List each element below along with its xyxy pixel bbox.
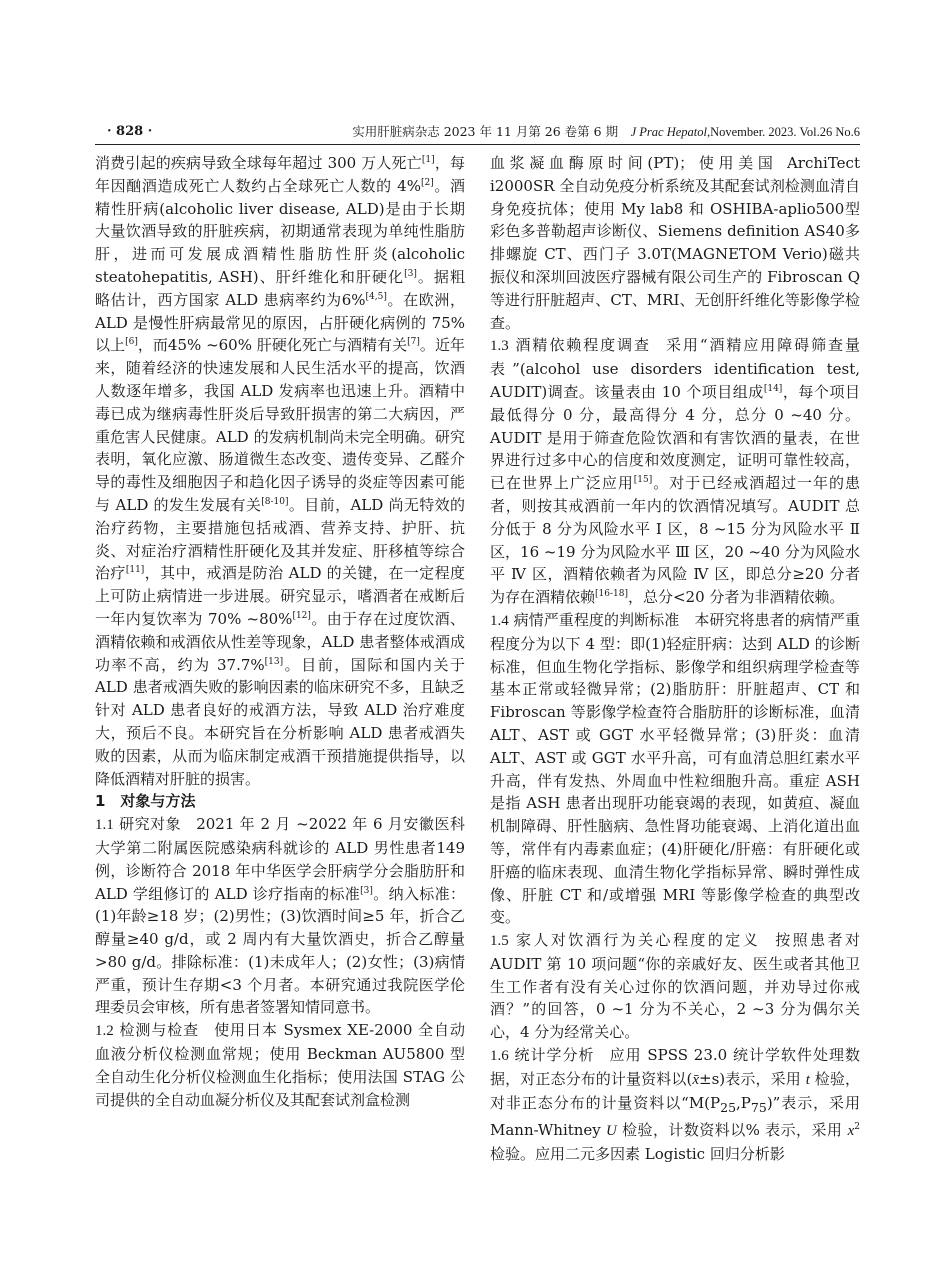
- reference-link[interactable]: [16-18]: [595, 589, 628, 600]
- subsection-number: 1.5: [490, 933, 509, 950]
- page-number: · 828 ·: [107, 124, 153, 139]
- reference-link[interactable]: [11]: [125, 565, 145, 576]
- subsection-title: 检测与检查: [119, 1021, 200, 1040]
- continued-paragraph: 血浆凝血酶原时间(PT)；使用美国 ArchiTect i2000SR 全自动免疫分析系统及其配套试剂检测血清自身免疫抗体；使用 My lab8 和 OSHIBA-aplio500型彩色多普勒超声诊断仪、Siemens definition AS40多排螺旋 CT、西门子 3.0T(MAGNETOM Verio)磁共振仪和深圳回波医疗器械有限公司生产的 Fibroscan Q 等进行肝脏超声、CT、MRI、无创肝纤维化等影像学检查。: [490, 154, 860, 332]
- reference-link[interactable]: [4,5]: [365, 291, 387, 302]
- reference-link[interactable]: [3]: [360, 885, 373, 896]
- reference-link[interactable]: [1]: [421, 155, 435, 165]
- subsection-title: 酒精依赖程度调查: [515, 336, 651, 355]
- journal-issue: ,November. 2023. Vol.26 No.6: [706, 125, 860, 139]
- subsection-1-2: 1.2 检测与检查 使用日本 Sysmex XE-2000 全自动血液分析仪检测血常规；使用 Beckman AU5800 型全自动生化分析仪检测血生化指标；使用法国 STAG 公司提供的全自动血凝分析仪及其配套试剂盒检测: [95, 1021, 465, 1109]
- chi-symbol: x: [847, 1123, 855, 1140]
- subsection-1-4: 1.4 病情严重程度的判断标准 本研究将患者的病情严重程度分为以下 4 型：即(1)轻症肝病：达到 ALD 的诊断标准，但血生物化学指标、影像学和组织病理学检查等基本正常或轻微异常；(2)脂肪肝：肝脏超声、CT 和 Fibroscan 等影像学检查符合脂肪肝的诊断标准，血清 ALT、AST 或 GGT 水平轻微异常；(3)肝炎：血清 ALT、AST 或 GGT 水平升高，可有血清总胆红素水平升高，伴有发热、外周血中性粒细胞升高。重症 ASH 是指 ASH 患者出现肝功能衰竭的表现，如黄疸、凝血机制障碍、肝性脑病、急性肾功能衰竭、上消化道出血等，常伴有内毒素血症；(4)肝硬化/肝癌：有肝硬化或肝癌的临床表现、血清生物化学指标异常、瞬时弹性成像、肝脏 CT 和/或增强 MRI 等影像学检查的典型改变。: [490, 610, 860, 927]
- reference-link[interactable]: [8-10]: [261, 496, 289, 507]
- journal-name-cn: 实用肝脏病杂志 2023 年 11 月第 26 卷第 6 期: [352, 124, 619, 139]
- section-heading-methods: 1 对象与方法: [95, 792, 196, 811]
- subsection-number: 1.4: [490, 612, 509, 629]
- reference-link[interactable]: [6]: [125, 337, 138, 348]
- t-symbol: t: [805, 1071, 810, 1088]
- subsection-number: 1.2: [95, 1023, 114, 1040]
- intro-paragraph: 消费引起的疾病导致全球每年超过 300 万人死亡[1]，每年因酗酒造成死亡人数约占全球死亡人数的 4%[2]。酒精性肝病(alcoholic liver disease, ALD)是由于长期大量饮酒导致的肝脏疾病，初期通常表现为单纯性脂肪肝，进而可发展成酒精性脂肪性肝炎(alcoholic steatohepatitis, ASH)、肝纤维化和肝硬化[3]。据粗略估计，西方国家 ALD 患病率约为6%[4,5]。在欧洲，ALD 是慢性肝病最常见的原因，占肝硬化病例的 75% 以上[6]，而45% ~60% 肝硬化死亡与酒精有关[7]。近年来，随着经济的快速发展和人民生活水平的提高，饮酒人数逐年增多，我国 ALD 发病率也迅速上升。酒精中毒已成为继病毒性肝炎后导致肝损害的第二大病因，严重危害人民健康。ALD 的发病机制尚未完全明确。研究表明，氧化应激、肠道微生态改变、遗传变异、乙醛介导的毒性及细胞因子和趋化因子诱导的炎症等因素可能与 ALD 的发生发展有关[8-10]。目前，ALD 尚无特效的治疗药物，主要措施包括戒酒、营养支持、护肝、抗炎、对症治疗酒精性肝硬化及其并发症、肝移植等综合治疗[11]，其中，戒酒是防治 ALD 的关键，在一定程度上可防止病情进一步进展。研究显示，嗜酒者在戒断后一年内复饮率为 70% ~80%[12]。由于存在过度饮酒、酒精依赖和戒酒依从性差等现象，ALD 患者整体戒酒成功率不高，约为 37.7%[13]。目前，国际和国内关于 ALD 患者戒酒失败的影响因素的临床研究不多，且缺乏针对 ALD 患者良好的戒酒方法，导致 ALD 治疗难度大，预后不良。本研究旨在分析影响 ALD 患者戒酒失败的因素，从而为临床制定戒酒干预措施提供指导，以降低酒精对肝脏的损害。: [95, 154, 466, 788]
- left-column: [95, 152, 465, 1111]
- journal-abbrev: J Prac Hepatol: [630, 125, 707, 139]
- subsection-title: 统计学分析: [514, 1046, 595, 1065]
- reference-link[interactable]: [2]: [420, 177, 434, 188]
- reference-link[interactable]: [12]: [292, 610, 311, 621]
- subsection-1-3: 1.3 酒精依赖程度调查 采用“酒精应用障碍筛查量表”(alcohol use disorders identification test, AUDIT)调查。该量表由 10 个项目组成[14]，每个项目最低得分 0 分，最高得分 4 分，总分 0 ~40 分。AUDIT 是用于筛查危险饮酒和有害饮酒的量表，在世界进行过多中心的信度和效度测定，证明可靠性较高，已在世界上广泛应用[15]。对于已经戒酒超过一年的患者，则按其戒酒前一年内的饮酒情况填写。AUDIT 总分低于 8 分为风险水平 Ⅰ 区，8 ~15 分为风险水平 Ⅱ 区，16 ~19 分为风险水平 Ⅲ 区，20 ~40 分为风险水平 Ⅳ 区，酒精依赖者为风险 Ⅳ 区，即总分≥20 分者为存在酒精依赖[16-18]，总分<20 分者为非酒精依赖。: [490, 336, 860, 607]
- reference-link[interactable]: [13]: [264, 656, 284, 667]
- subsection-number: 1.3: [490, 338, 509, 355]
- reference-link[interactable]: [15]: [633, 475, 653, 486]
- subsection-title: 病情严重程度的判断标准: [513, 610, 680, 629]
- journal-name-en: [631, 125, 860, 139]
- subsection-1-6: 1.6 统计学分析 应用 SPSS 23.0 统计学软件处理数据，对正态分布的计量资料以(x̄±s)表示，采用 t 检验，对非正态分布的计量资料以“$M(P_{25},P_{75})$”表示，采用 Mann-Whitney U 检验，计数资料以% 表示，采用 $x^2$ 检验。应用二元多因素 Logistic 回归分析影: [490, 1046, 861, 1164]
- subsection-number: 1.6: [490, 1048, 509, 1065]
- u-symbol: U: [606, 1123, 617, 1140]
- mean-symbol: x̄: [692, 1071, 700, 1088]
- right-column: [490, 152, 860, 1166]
- reference-link[interactable]: [7]: [407, 337, 420, 348]
- subsection-1-5: 1.5 家人对饮酒行为关心程度的定义 按照患者对 AUDIT 第 10 项问题“你的亲戚好友、医生或者其他卫生工作者有没有关心过你的饮酒问题，并劝导过你戒酒？”的回答，0 ~1 分为不关心，2 ~3 分为偶尔关心，4 分为经常关心。: [490, 931, 860, 1042]
- reference-link[interactable]: [3]: [404, 268, 417, 279]
- running-header: [95, 122, 860, 145]
- journal-citation: [352, 122, 860, 142]
- subsection-title: 研究对象: [119, 815, 182, 834]
- subsection-1-1: 1.1 研究对象 2021 年 2 月 ~2022 年 6 月安徽医科大学第二附属医院感染病科就诊的 ALD 男性患者149 例，诊断符合 2018 年中华医学会肝病学分会脂肪肝和 ALD 学组修订的 ALD 诊疗指南的标准[3]。纳入标准：(1)年龄≥18 岁；(2)男性；(3)饮酒时间≥5 年，折合乙醇量≥40 g/d，或 2 周内有大量饮酒史，折合乙醇量>80 g/d。排除标准：(1)未成年人；(2)女性；(3)病情严重，预计生存期<3 个月者。本研究通过我院医学伦理委员会审核，所有患者签署知情同意书。: [95, 815, 465, 1017]
- subsection-title: 家人对饮酒行为关心程度的定义: [515, 931, 761, 950]
- reference-link[interactable]: [14]: [763, 383, 783, 394]
- subsection-number: 1.1: [95, 817, 114, 834]
